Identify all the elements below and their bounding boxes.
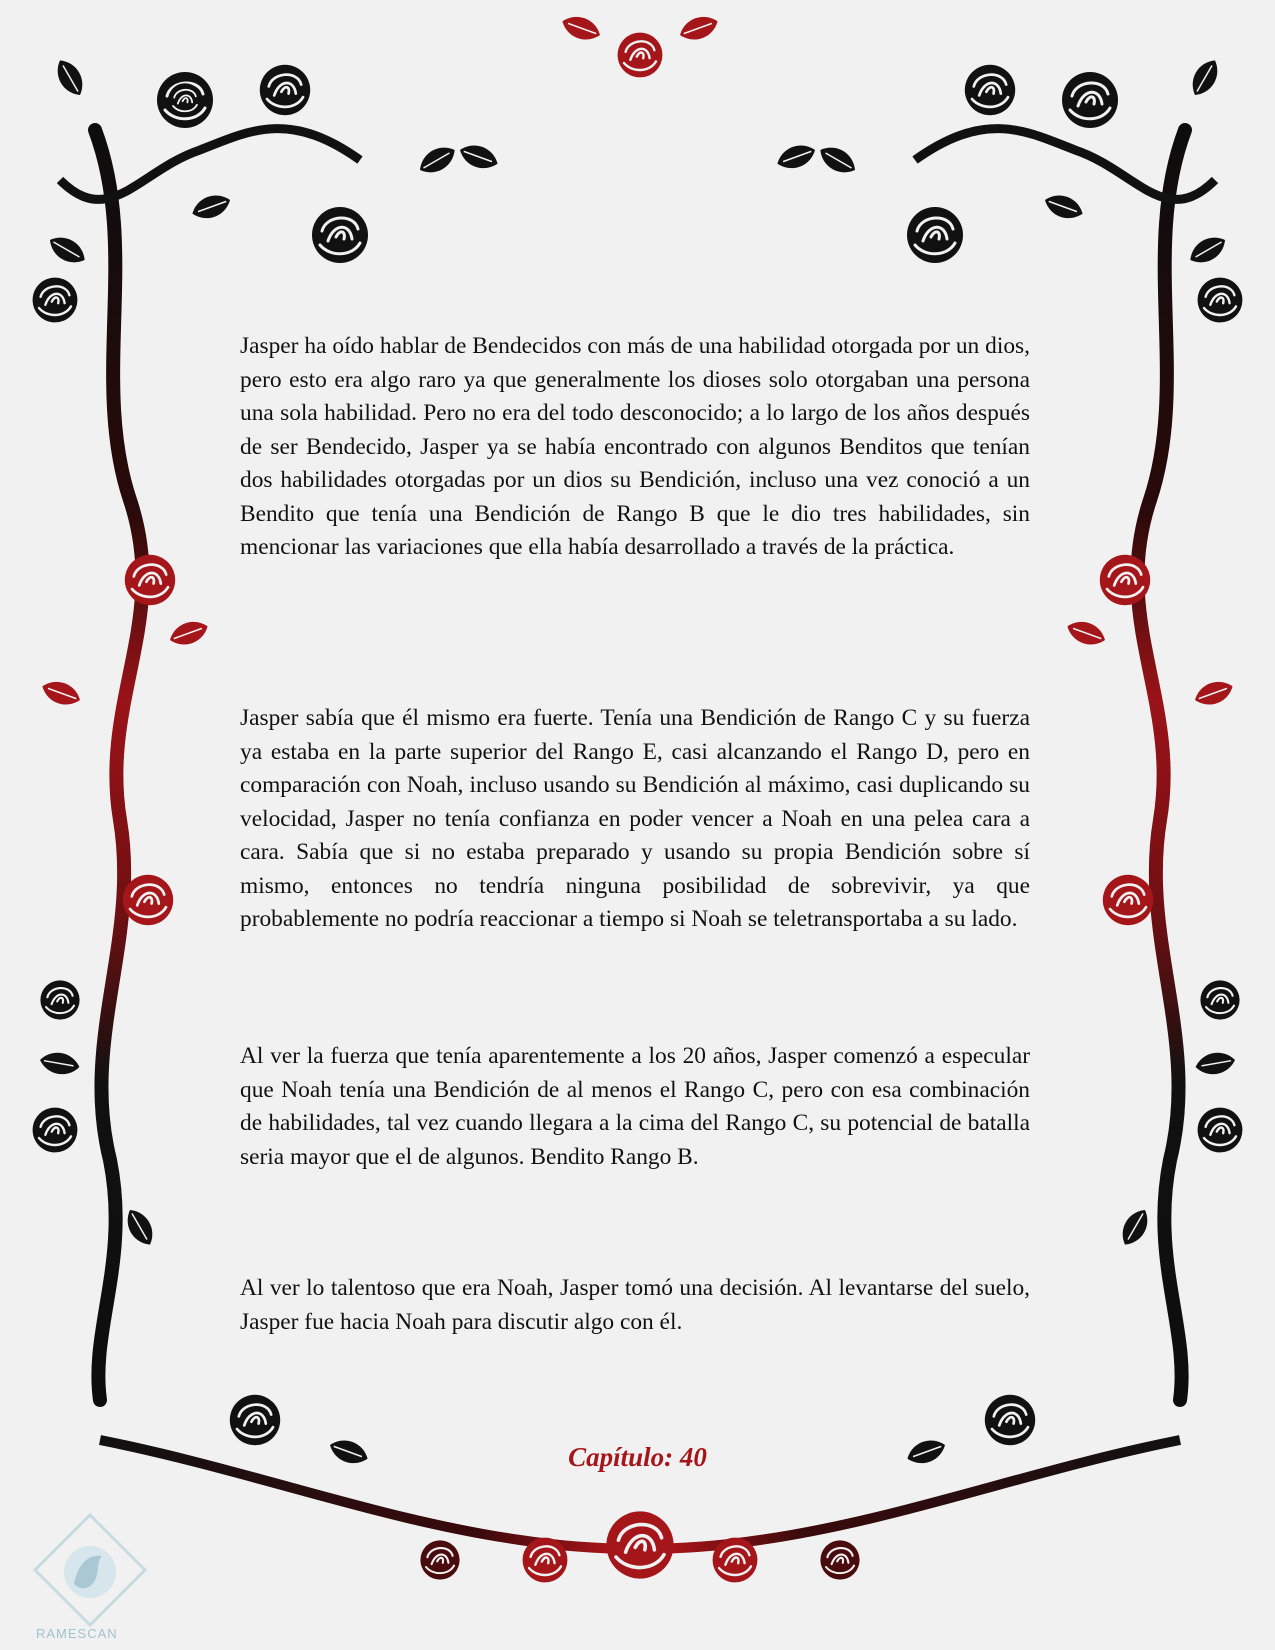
paragraph-3: Al ver la fuerza que tenía aparentemente a los 20 años, Jasper comenzó a especular que Noah tenía una Bendición de al menos el Rango C, pero con esa combinación de habilidades, tal vez cuando llegara a la cima del Rango C, su potencial de batalla seria mayor que el de algunos. Bendito Rango B. — [240, 1043, 1030, 1170]
watermark-label: RAMESCAN — [36, 1626, 118, 1641]
chapter-label: Capítulo: 40 — [568, 1442, 707, 1472]
paragraph-2: Jasper sabía que él mismo era fuerte. Tenía una Bendición de Rango C y su fuerza ya estaba en la parte superior del Rango E, casi alcanzando el Rango D, pero en comparación con Noah, incluso usando su Bendición al máximo, casi duplicando su velocidad, Jasper no tenía confianza en poder vencer a Noah en una pelea cara a cara. Sabía que si no estaba preparado y usando su propia Bendición sobre sí mismo, entonces no tendría ninguna posibilidad de sobrevivir, ya que probablemente no podría reaccionar a tiempo si Noah se teletransportaba a su lado. — [240, 705, 1030, 932]
ramescan-logo-icon — [30, 1510, 150, 1640]
paragraph-4: Al ver lo talentoso que era Noah, Jasper tomó una decisión. Al levantarse del suelo, Jasper fue hacia Noah para discutir algo con él. — [240, 1275, 1030, 1335]
paragraph-1: Jasper ha oído hablar de Bendecidos con más de una habilidad otorgada por un dios, pero esto era algo raro ya que generalmente los dioses solo otorgaban una persona una sola habilidad. Pero no era del todo desconocido; a lo largo de los años después de ser Bendecido, Jasper ya se había encontrado con algunos Benditos que tenían dos habilidades otorgadas por un dios su Bendición, incluso una vez conoció a un Bendito que tenía una Bendición de Rango B que le dio tres habilidades, sin mencionar las variaciones que ella había desarrollado a través de la práctica. — [240, 333, 1030, 560]
